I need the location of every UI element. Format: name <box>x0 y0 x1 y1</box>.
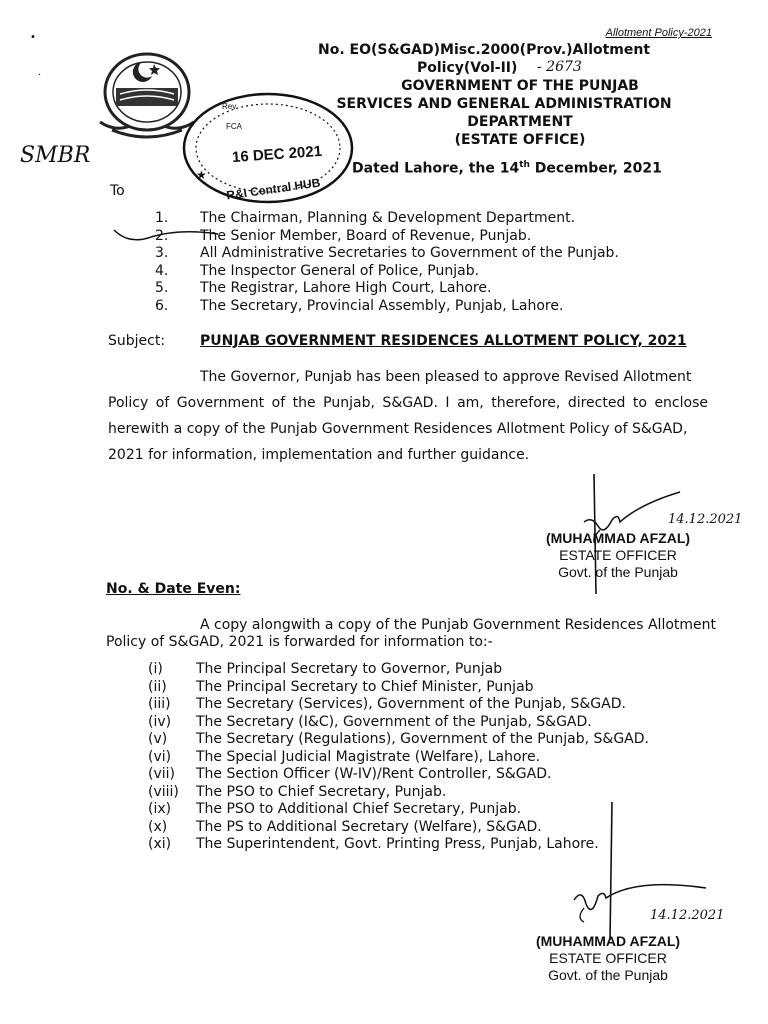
body-line-3: herewith a copy of the Punjab Government Residences Allotment Policy of S&GAD, <box>108 421 688 437</box>
recipient-item-text: The Registrar, Lahore High Court, Lahore. <box>200 280 492 296</box>
copy-item-number: (x) <box>148 818 168 835</box>
copy-item-number: (xi) <box>148 836 172 852</box>
office-line: (ESTATE OFFICE) <box>454 132 586 148</box>
copy-item-number: (vi) <box>148 748 172 765</box>
signatory-2-name: (MUHAMMAD AFZAL) <box>535 933 681 949</box>
copy-item-text: The Special Judicial Magistrate (Welfare), Lahore. <box>196 748 541 765</box>
copy-item-text: The PSO to Chief Secretary, Punjab. <box>196 783 447 800</box>
recipient-item-number: 3. <box>155 245 169 261</box>
signature-1-date: 14.12.2021 <box>668 512 743 527</box>
stamp-bottom-text: R&I Central HUB <box>225 175 322 203</box>
recipient-item-text: All Administrative Secretaries to Government of the Punjab. <box>200 245 619 261</box>
copy-item-text: The Principal Secretary to Chief Minister, Punjab <box>196 678 534 695</box>
even-line-2: Policy of S&GAD, 2021 is forwarded for information to:- <box>106 634 493 650</box>
dated-line: Dated Lahore, the 14th December, 2021 <box>352 160 662 177</box>
signatory-2-title: ESTATE OFFICER <box>549 950 667 966</box>
signatory-2-org: Govt. of the Punjab <box>548 967 668 983</box>
handwritten-tick-mark <box>112 224 222 248</box>
body-line-4: 2021 for information, implementation and further guidance. <box>108 447 530 463</box>
recipient-item-text: The Secretary, Provincial Assembly, Punjab, Lahore. <box>200 297 564 314</box>
recipient-item-number: 4. <box>155 262 169 279</box>
copy-item-number: (ix) <box>148 801 172 817</box>
scan-mark: • <box>30 32 36 43</box>
recipient-item-text: The Chairman, Planning & Development Department. <box>200 210 576 226</box>
copy-item-text: The Principal Secretary to Governor, Punjab <box>196 661 503 677</box>
stamp-star-icon: ★ <box>196 168 207 182</box>
copy-item-number: (v) <box>148 731 168 747</box>
copy-item-text: The PSO to Additional Chief Secretary, Punjab. <box>196 801 522 817</box>
recipient-item-number: 5. <box>155 280 169 296</box>
copy-item-number: (ii) <box>148 678 167 695</box>
signatory-1-title: ESTATE OFFICER <box>559 547 677 563</box>
copy-item-number: (i) <box>148 661 163 677</box>
body-line-2: Policy of Government of the Punjab, S&GAD. I am, therefore, directed to enclose <box>108 395 708 411</box>
department-line2: DEPARTMENT <box>467 114 573 130</box>
subject-label: Subject: <box>108 333 166 349</box>
recipient-item-number: 6. <box>155 297 169 314</box>
even-heading: No. & Date Even: <box>106 581 241 597</box>
copy-item-text: The Secretary (I&C), Government of the Punjab, S&GAD. <box>196 713 592 730</box>
copy-item-text: The Section Officer (W-IV)/Rent Controller, S&GAD. <box>196 766 552 782</box>
to-label: To <box>110 183 125 199</box>
reference-number-line1: No. EO(S&GAD)Misc.2000(Prov.)Allotment <box>318 42 651 58</box>
copy-item-text: The PS to Additional Secretary (Welfare), S&GAD. <box>196 818 542 835</box>
recipient-item-text: The Inspector General of Police, Punjab. <box>200 262 480 279</box>
scan-mark: · <box>38 70 42 81</box>
handwritten-number: - 2673 <box>537 59 582 75</box>
signatory-1-org: Govt. of the Punjab <box>558 564 678 580</box>
handwritten-initials: SMBR <box>20 143 91 168</box>
body-line-1: The Governor, Punjab has been pleased to approve Revised Allotment <box>200 369 692 385</box>
reference-number-line2: Policy(Vol-II) <box>417 60 518 76</box>
copy-item-number: (iv) <box>148 713 172 730</box>
recipient-item-number: 2. <box>155 227 169 244</box>
signature-2-date: 14.12.2021 <box>650 908 725 923</box>
even-line-1: A copy alongwith a copy of the Punjab Government Residences Allotment <box>200 617 716 633</box>
stamp-date: 16 DEC 2021 <box>231 142 323 167</box>
stamp-text-left: Rev <box>222 102 237 111</box>
recipient-item-number: 1. <box>155 210 169 226</box>
signatory-1-name: (MUHAMMAD AFZAL) <box>545 530 691 546</box>
recipient-item-text: The Senior Member, Board of Revenue, Punjab. <box>200 227 532 244</box>
copy-item-text: The Secretary (Regulations), Government of the Punjab, S&GAD. <box>196 731 649 747</box>
copy-item-number: (iii) <box>148 696 171 712</box>
copy-item-number: (viii) <box>148 783 179 800</box>
copy-item-text: The Superintendent, Govt. Printing Press, Punjab, Lahore. <box>196 836 599 852</box>
stamp-text-left2: FCA <box>226 122 242 131</box>
subject-text: PUNJAB GOVERNMENT RESIDENCES ALLOTMENT POLICY, 2021 <box>200 333 687 349</box>
document-tag: Allotment Policy-2021 <box>605 27 712 39</box>
handwritten-signature-2 <box>560 800 720 950</box>
copy-item-number: (vii) <box>148 766 175 782</box>
copy-item-text: The Secretary (Services), Government of the Punjab, S&GAD. <box>196 696 626 712</box>
government-line: GOVERNMENT OF THE PUNJAB <box>401 78 639 94</box>
department-line1: SERVICES AND GENERAL ADMINISTRATION <box>336 96 672 112</box>
